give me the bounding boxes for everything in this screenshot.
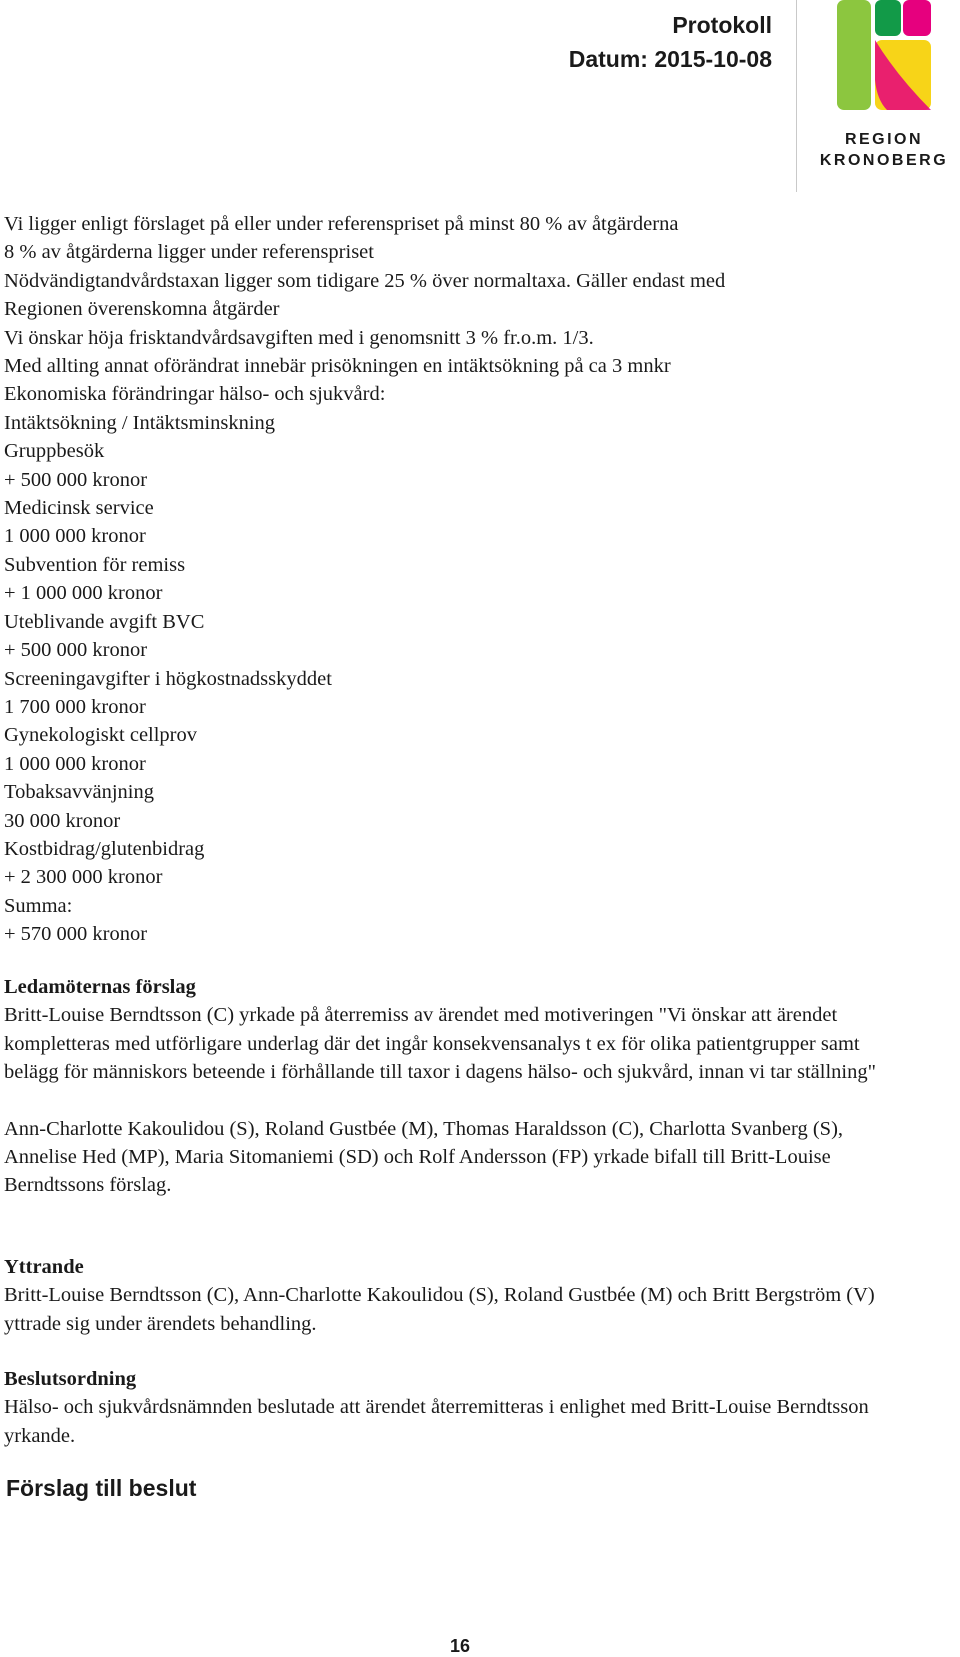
body-line: Ekonomiska förändringar hälso- och sjukvård: <box>4 383 386 406</box>
body-line: Uteblivande avgift BVC <box>4 610 205 633</box>
body-line: + 1 000 000 kronor <box>4 582 163 605</box>
section-heading: Beslutsordning <box>4 1368 137 1390</box>
body-line: 1 000 000 kronor <box>4 525 146 548</box>
body-line: Intäktsökning / Intäktsminskning <box>4 411 276 434</box>
body-line: + 500 000 kronor <box>4 639 148 662</box>
document-body <box>4 210 884 949</box>
section-yttrande <box>4 1253 884 1338</box>
section-paragraph: Britt-Louise Berndtsson (C), Ann-Charlotte Kakoulidou (S), Roland Gustbée (M) och Britt Bergström (V) yttrade sig under ärendets behandling. <box>4 1284 875 1335</box>
body-line: Screeningavgifter i högkostnadsskyddet <box>4 667 332 690</box>
body-line: Medicinsk service <box>4 497 154 520</box>
body-line: + 500 000 kronor <box>4 468 148 491</box>
document-date: Datum: 2015-10-08 <box>568 46 772 72</box>
body-line: Tobaksavvänjning <box>4 781 155 804</box>
section-heading: Ledamöternas förslag <box>4 976 196 998</box>
body-line: + 2 300 000 kronor <box>4 866 163 889</box>
body-line: Gynekologiskt cellprov <box>4 724 198 747</box>
body-line: Nödvändigtandvårdstaxan ligger som tidigare 25 % över normaltaxa. Gäller endast med <box>4 269 726 292</box>
body-line: Vi ligger enligt förslaget på eller under referenspriset på minst 80 % av åtgärderna <box>4 213 679 235</box>
section-beslutsordning <box>4 1365 884 1450</box>
body-line: + 570 000 kronor <box>4 923 148 946</box>
body-line: Med allting annat oförändrat innebär prisökningen en intäktsökning på ca 3 mnkr <box>4 355 671 378</box>
section-paragraph: Britt-Louise Berndtsson (C) yrkade på återremiss av ärendet med motiveringen "Vi önskar att ärendet kompletteras med utförligare underlag där det ingår konsekvensanalys t ex för olika patientgrupper samt belägg för människors beteende i förhållande till taxor i dagens hälso- och sjukvård, innan vi tar ställning" <box>4 1004 876 1084</box>
section-ledamoternas-forslag <box>4 973 884 1200</box>
body-line: Gruppbesök <box>4 440 105 463</box>
body-line: 1 000 000 kronor <box>4 752 146 775</box>
page-number: 16 <box>450 1636 471 1656</box>
body-line: Summa: <box>4 894 73 917</box>
header-divider <box>796 0 797 192</box>
region-kronoberg-logo-icon <box>835 0 935 115</box>
body-line: 30 000 kronor <box>4 809 121 832</box>
body-line: Subvention för remiss <box>4 553 186 576</box>
section-paragraph: Hälso- och sjukvårdsnämnden beslutade att ärendet återremitteras i enlighet med Britt-Louise Berndtsson yrkande. <box>4 1396 869 1447</box>
body-line: Regionen överenskomna åtgärder <box>4 298 280 321</box>
region-kronoberg-wordmark <box>808 129 960 171</box>
document-header <box>569 8 772 76</box>
logo-text-region: REGION <box>844 131 924 148</box>
logo-text-kronoberg: KRONOBERG <box>819 152 949 169</box>
document-type: Protokoll <box>672 12 772 38</box>
section-paragraph: Ann-Charlotte Kakoulidou (S), Roland Gustbée (M), Thomas Haraldsson (C), Charlotta Svanberg (S), Annelise Hed (MP), Maria Sitomaniemi (SD) och Rolf Andersson (FP) yrkade bifall till Britt-Louise Berndtssons förslag. <box>4 1117 844 1197</box>
section-heading-forslag-till-beslut: Förslag till beslut <box>6 1475 197 1501</box>
body-line: Kostbidrag/glutenbidrag <box>4 837 205 860</box>
body-line: Vi önskar höja frisktandvårdsavgiften med i genomsnitt 3 % fr.o.m. 1/3. <box>4 326 594 349</box>
body-line: 8 % av åtgärderna ligger under referenspriset <box>4 241 374 264</box>
section-heading: Yttrande <box>4 1256 84 1278</box>
body-line: 1 700 000 kronor <box>4 695 146 718</box>
